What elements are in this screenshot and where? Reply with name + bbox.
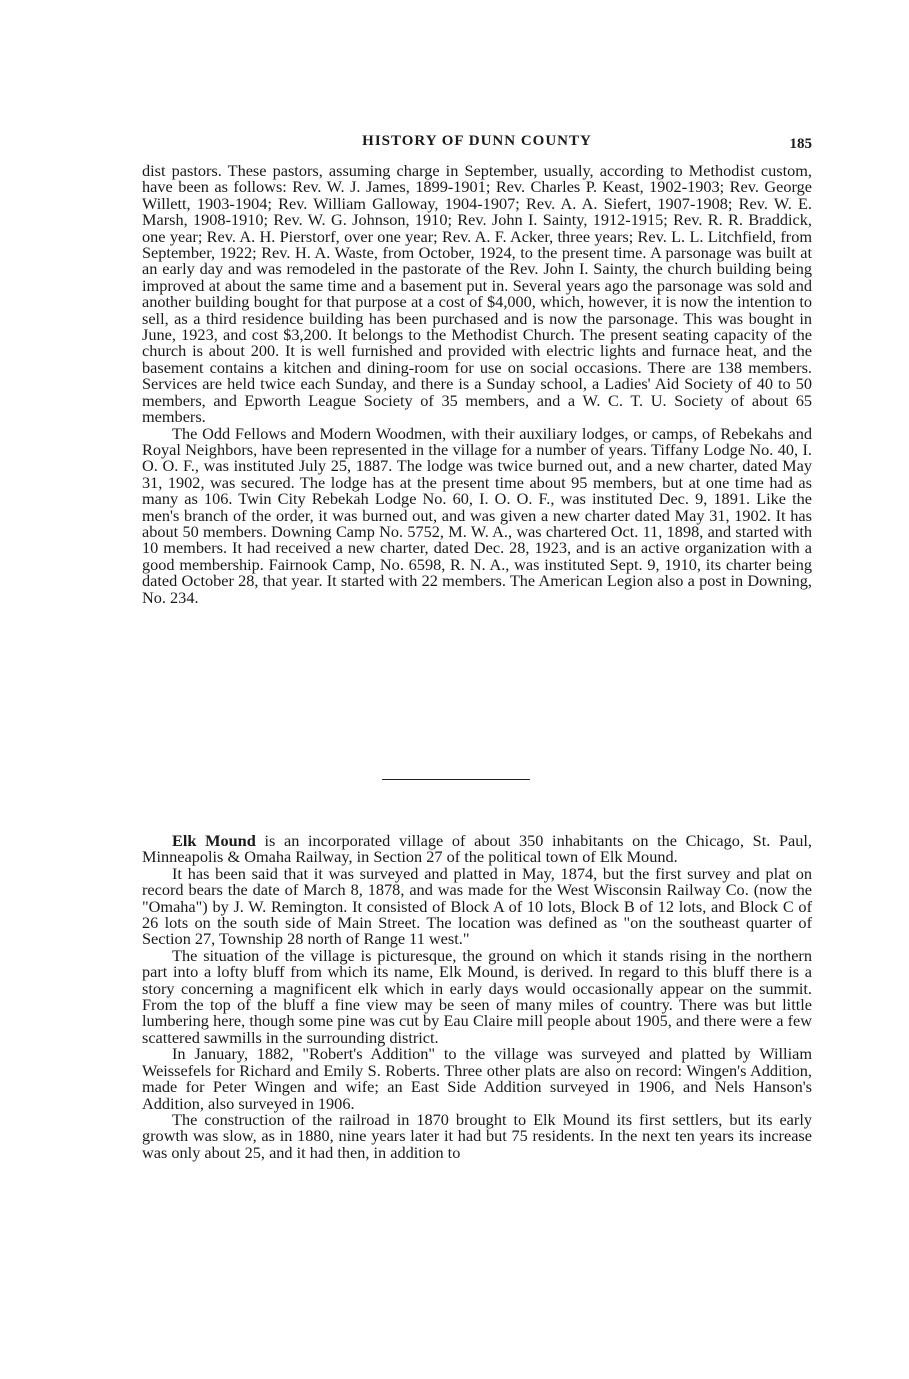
- section-divider: [382, 779, 530, 780]
- running-title: HISTORY OF DUNN COUNTY: [362, 133, 592, 149]
- paragraph: The construction of the railroad in 1870 brought to Elk Mound its first settlers, but its early growth was slow, as in 1880, nine years later it had but 75 residents. In the next ten years its increase was only about 25, and it had then, in addition to: [142, 1109, 812, 1162]
- page-number: 185: [789, 136, 812, 152]
- lead-text: is an incorporated village of about 350 inhabitants on the Chicago, St. Paul, Minneapolis & Omaha Railway, in Section 27 of the political town of Elk Mound.: [142, 831, 812, 867]
- paragraph: In January, 1882, "Robert's Addition" to the village was surveyed and platted by William Weissefels for Richard and Emily S. Roberts. Three other plats are also on record: Wingen's Addition, made for Peter Wingen and wife; an East Side Addition surveyed in 1906, and Nels Hanson's Addition, also surveyed in 1906.: [142, 1044, 812, 1113]
- paragraph: [142, 833, 812, 866]
- paragraph: It has been said that it was surveyed and platted in May, 1874, but the first survey and plat on record bears the date of March 8, 1878, and was made for the West Wisconsin Railway Co. (now the "Omaha") by J. W. Remington. It consisted of Block A of 10 lots, Block B of 12 lots, and Block C of 26 lots on the south side of Main Street. The location was defined as "on the southeast quarter of Section 27, Township 28 north of Range 11 west.": [142, 863, 812, 949]
- paragraph: The Odd Fellows and Modern Woodmen, with their auxiliary lodges, or camps, of Rebekahs and Royal Neighbors, have been represented in the village for a number of years. Tiffany Lodge No. 40, I. O. O. F., was instituted July 25, 1887. The lodge was twice burned out, and a new charter, dated May 31, 1902, was secured. The lodge has at the present time about 95 members, but at one time had as many as 106. Twin City Rebekah Lodge No. 60, I. O. O. F., was instituted Dec. 9, 1891. Like the men's branch of the order, it was burned out, and was given a new charter dated May 31, 1902. It has about 50 members. Downing Camp No. 5752, M. W. A., was chartered Oct. 11, 1898, and started with 10 members. It had received a new charter, dated Dec. 28, 1923, and is an active organization with a good membership. Fairnook Camp, No. 6598, R. N. A., was instituted Sept. 9, 1910, its charter being dated October 28, that year. It started with 22 members. The American Legion also a post in Downing, No. 234.: [142, 423, 812, 607]
- elk-mound-section: [142, 833, 812, 1161]
- paragraph: dist pastors. These pastors, assuming charge in September, usually, according to Methodist custom, have been as follows: Rev. W. J. James, 1899-1901; Rev. Charles P. Keast, 1902-1903; Rev. George Willett, 1903-1904; Rev. William Galloway, 1904-1907; Rev. A. A. Siefert, 1907-1908; Rev. W. E. Marsh, 1908-1910; Rev. W. G. Johnson, 1910; Rev. John I. Sainty, 1912-1915; Rev. R. R. Braddick, one year; Rev. A. H. Pierstorf, over one year; Rev. A. F. Acker, three years; Rev. L. L. Litchfield, from September, 1922; Rev. H. A. Waste, from October, 1924, to the present time. A parsonage was built at an early day and was remodeled in the pastorate of the Rev. John I. Sainty, the church building being improved at about the same time and a basement put in. Several years ago the parsonage was sold and another building bought for that purpose at a cost of $4,000, which, however, it is now the intention to sell, as a third residence building has been purchased and is now the parsonage. This was bought in June, 1923, and cost $3,200. It belongs to the Methodist Church. The present seating capacity of the church is about 200. It is well furnished and provided with electric lights and furnace heat, and the basement contains a kitchen and dining-room for use on social occasions. There are 138 members. Services are held twice each Sunday, and there is a Sunday school, a Ladies' Aid Society of 40 to 50 members, and Epworth League Society of 35 members, and a W. C. T. U. Society of about 65 members.: [142, 161, 812, 427]
- paragraph: The situation of the village is picturesque, the ground on which it stands rising in the northern part into a lofty bluff from which its name, Elk Mound, is derived. In regard to this bluff there is a story concerning a magnificent elk which in early days would occasionally appear on the summit. From the top of the bluff a fine view may be seen of many miles of country. There was but little lumbering here, though some pine was cut by Eau Claire mill people about 1905, and there were a few scattered sawmills in the surrounding district.: [142, 945, 812, 1047]
- methodist-and-lodges-section: [142, 163, 812, 606]
- lead-term: Elk Mound: [172, 831, 256, 850]
- page-header: [142, 133, 812, 157]
